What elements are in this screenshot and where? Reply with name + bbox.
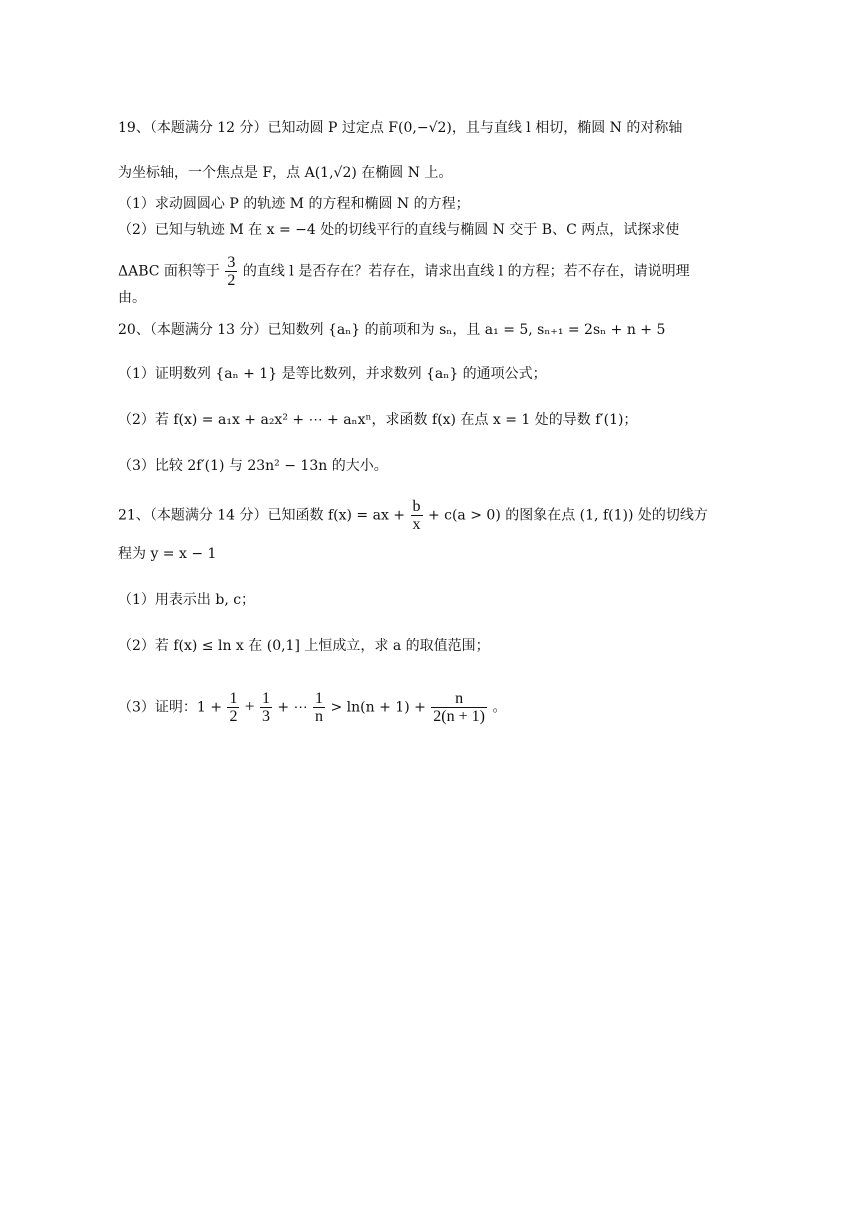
problem-21-line1: 21、（本题满分 14 分）已知函数 f(x) = ax + $\frac{b}{x}$ + c(a > 0) 的图象在点 (1, f(1)) 处的切线方 — [118, 498, 708, 533]
problem-20-statement: 20、（本题满分 13 分）已知数列 {aₙ} 的前项和为 sₙ，且 a₁ = 5, sₙ₊₁ = 2sₙ + n + 5 — [118, 322, 666, 338]
fraction-three-halves: $\frac{3}{2}$ — [227, 254, 236, 289]
problem-21-statement: 21、（本题满分 14 分）已知函数 f(x) = ax + — [118, 507, 406, 524]
problem-20-part3: （3）比较 2f′(1) 与 23n² − 13n 的大小。 — [118, 458, 388, 474]
fraction-one-over-n: $\frac{1}{n}$ — [315, 690, 324, 725]
problem-21-part2: （2）若 f(x) ≤ ln x 在 (0,1] 上恒成立，求 a 的取值范围； — [118, 638, 490, 654]
problem-19-part1: （1）求动圆圆心 P 的轨迹 M 的方程和椭圆 N 的方程； — [118, 196, 470, 212]
problem-19-line2: 为坐标轴，一个焦点是 F，点 A(1,√2) 在椭圆 N 上。 — [118, 165, 453, 181]
problem-19-part2a: （2）已知与轨迹 M 在 x = −4 处的切线平行的直线与椭圆 N 交于 B、C 两点，试探求使 — [118, 222, 680, 238]
problem-19-part2c: 由。 — [118, 290, 146, 306]
problem-19-line1 — [118, 118, 743, 138]
problem-20-part1: （1）证明数列 {aₙ + 1} 是等比数列，并求数列 {aₙ} 的通项公式； — [118, 366, 547, 382]
fraction-one-half: $\frac{1}{2}$ — [229, 690, 238, 725]
problem-19-statement: 19、（本题满分 12 分）已知动圆 P 过定点 F(0,−√2)，且与直线 l 相切，椭圆 N 的对称轴 — [118, 120, 683, 136]
problem-21-line2: 程为 y = x − 1 — [118, 546, 217, 562]
fraction-one-third: $\frac{1}{3}$ — [261, 690, 270, 725]
problem-21-part3: （3）证明：1 + $\frac{1}{2}$ + $\frac{1}{3}$ + ⋯ $\frac{1}{n}$ > ln(n + 1) + $\frac{n}{2(n + 1)}$ 。 — [118, 690, 507, 725]
fraction-b-over-x: $\frac{b}{x}$ — [412, 498, 421, 533]
problem-19-part2b: ΔABC 面积等于 $\frac{3}{2}$ 的直线 l 是否存在？若存在，请求出直线 l 的方程；若不存在，请说明理 — [118, 254, 690, 289]
problem-20-part2: （2）若 f(x) = a₁x + a₂x² + ⋯ + aₙxⁿ，求函数 f(x) 在点 x = 1 处的导数 f′(1)； — [118, 412, 638, 428]
problem-20-line1 — [118, 320, 743, 340]
fraction-n-over-2n-plus-1: $\frac{n}{2(n + 1)}$ — [433, 690, 485, 725]
problem-21-part1: （1）用表示出 b, c； — [118, 592, 256, 608]
